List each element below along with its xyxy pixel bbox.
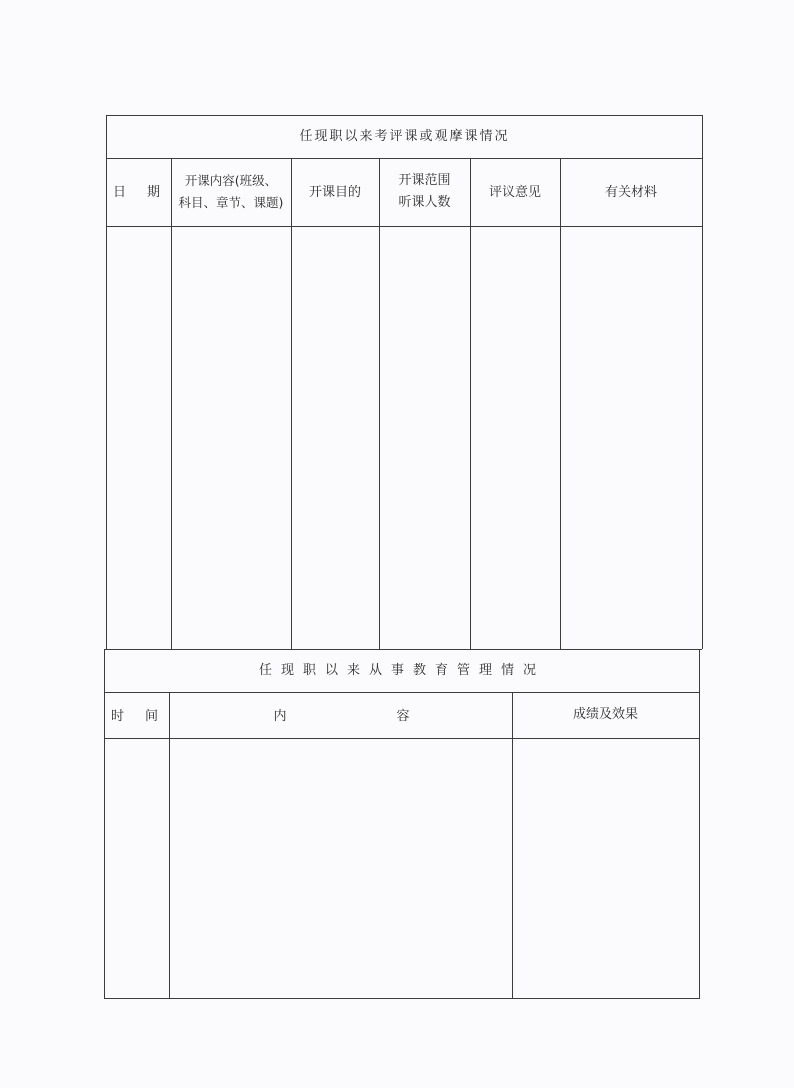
header-content-right: 容	[396, 709, 410, 724]
section1-title: 任现职以来考评课或观摩课情况	[299, 129, 510, 144]
column-divider-2	[291, 158, 292, 649]
header-course-scope: 开课范围 听课人数	[398, 173, 451, 210]
section2-border-right	[699, 649, 700, 999]
section2-title: 任现职以来从事教育管理情况	[258, 663, 545, 678]
section2-header-divider	[104, 738, 700, 739]
column-divider-1	[171, 158, 172, 649]
column-divider-3	[379, 158, 380, 649]
section2-border-left	[104, 649, 105, 999]
column-divider-4	[470, 158, 471, 649]
header-row-divider	[106, 226, 703, 227]
title-row-divider	[106, 158, 703, 159]
header-date: 日 期	[112, 185, 164, 200]
table-border-top	[106, 115, 703, 116]
section2-column-divider-2	[512, 692, 513, 999]
table-border-bottom	[104, 998, 700, 999]
column-divider-5	[560, 158, 561, 649]
header-content-left: 内	[273, 709, 287, 724]
section2-title-divider	[104, 692, 700, 693]
header-review-comments: 评议意见	[488, 185, 541, 200]
header-course-content: 开课内容(班级、 科目、章节、课题)	[178, 173, 284, 210]
section-divider	[105, 649, 702, 650]
section2-column-divider-1	[169, 692, 170, 999]
header-results: 成绩及效果	[572, 707, 638, 722]
table-border-right	[702, 115, 703, 649]
header-related-materials: 有关材料	[604, 185, 657, 200]
header-time: 时 间	[110, 709, 162, 724]
header-course-purpose: 开课目的	[308, 185, 361, 200]
